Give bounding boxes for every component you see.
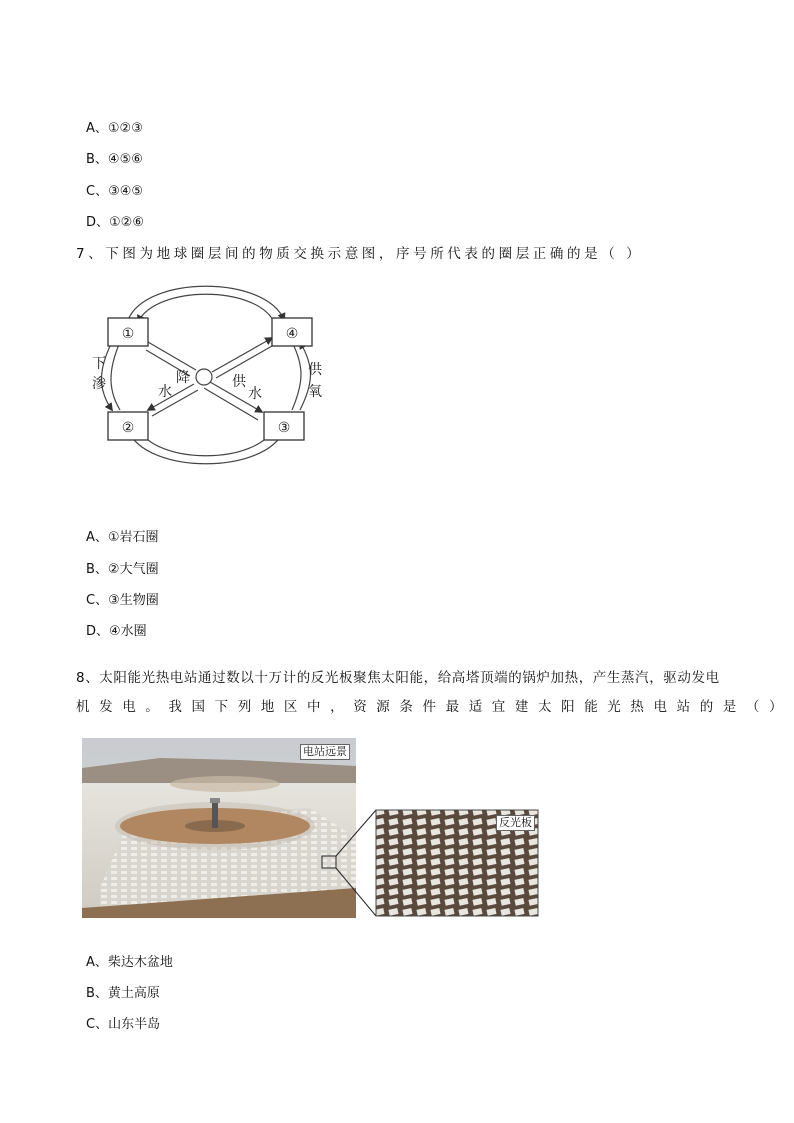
label-shui-2: 水 [248, 386, 262, 402]
sphere-exchange-diagram [86, 270, 326, 480]
label-yang: 氧 [308, 384, 322, 400]
solar-plant-photo [80, 738, 540, 923]
q6-option-d: D、①②⑥ [86, 215, 144, 230]
q8-option-a: A、柴达木盆地 [86, 955, 173, 970]
box-1-label: ① [121, 326, 135, 342]
q7-question: 7、下图为地球圈层间的物质交换示意图，序号所代表的圈层正确的是（ ） [76, 246, 644, 262]
q7-option-b: B、②大气圈 [86, 562, 159, 577]
label-jiang: 降 [176, 370, 190, 386]
q6-option-c: C、③④⑤ [86, 184, 144, 199]
solar-plant-image [80, 738, 540, 923]
q8-option-c: C、山东半岛 [86, 1017, 161, 1032]
box-4-label: ④ [285, 326, 299, 342]
photo-label-reflector: 反光板 [496, 815, 535, 831]
q6-option-a: A、①②③ [86, 121, 143, 136]
label-shui-1: 水 [158, 384, 172, 400]
photo-label-far-view: 电站远景 [300, 744, 350, 760]
q8-option-b: B、黄土高原 [86, 986, 160, 1001]
q7-option-c: C、③生物圈 [86, 593, 159, 608]
q7-option-d: D、④水圈 [86, 624, 147, 639]
label-xia: 下 [92, 356, 106, 372]
q8-question-line1: 8、太阳能光热电站通过数以十万计的反光板聚焦太阳能，给高塔顶端的锅炉加热，产生蒸汽，驱动发电 [76, 670, 720, 686]
box-2-label: ② [121, 420, 135, 436]
q8-question-line2: 机发电。我国下列地区中，资源条件最适宜建太阳能光热电站的是（） [76, 699, 793, 715]
label-shen: 渗 [92, 376, 106, 392]
box-3-label: ③ [277, 420, 291, 436]
label-gong-left: 供 [308, 362, 322, 378]
label-gong: 供 [232, 374, 246, 390]
q6-option-b: B、④⑤⑥ [86, 152, 143, 167]
q7-option-a: A、①岩石圈 [86, 530, 159, 545]
